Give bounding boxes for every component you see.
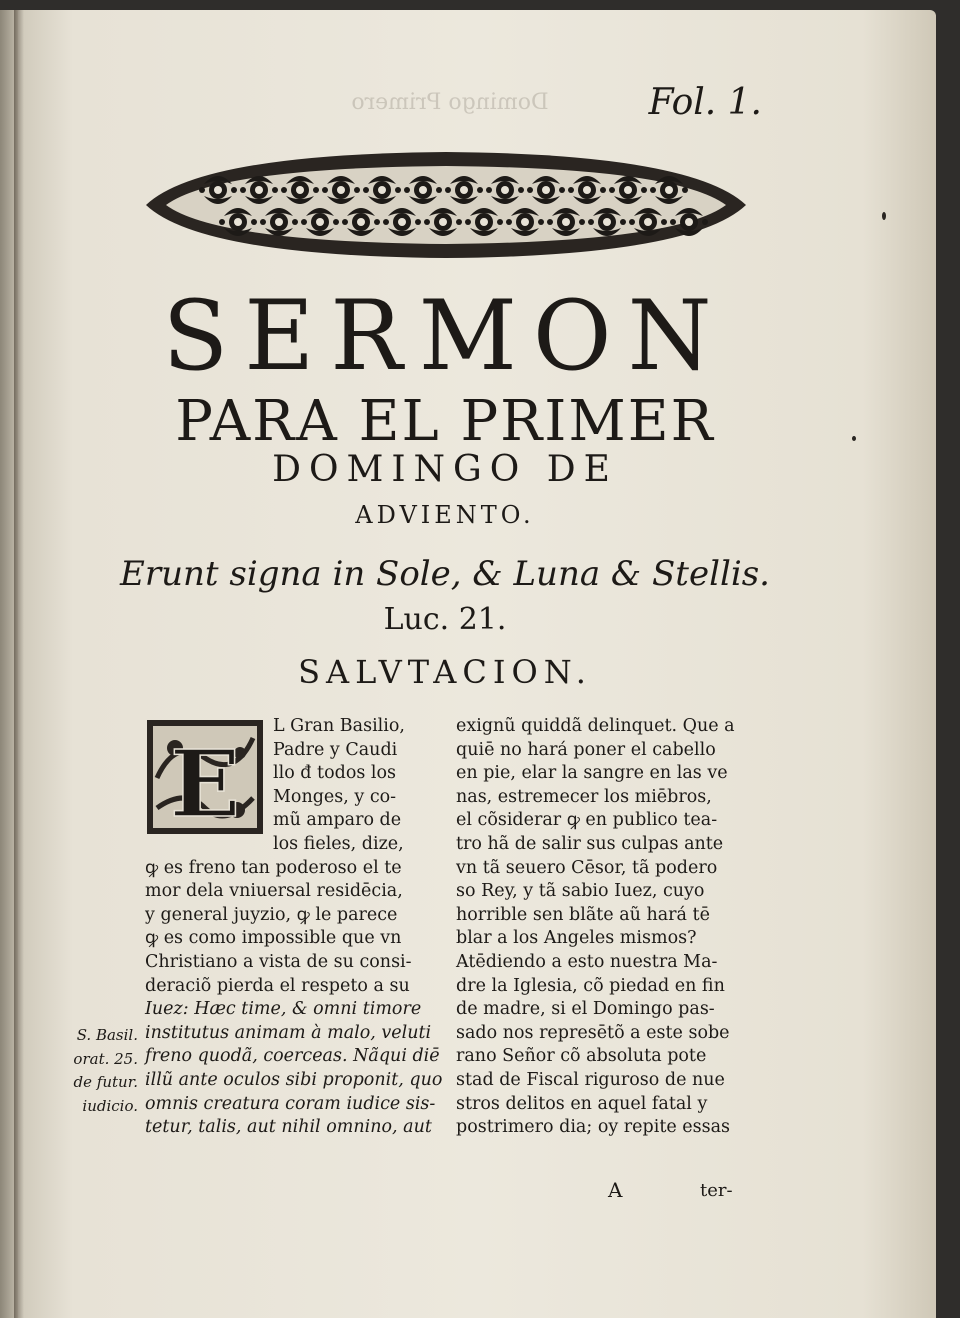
folio-number: Fol. 1. — [648, 82, 762, 123]
right-text-column — [456, 715, 756, 1140]
right-column-line: sado nos represētõ a este sobe — [456, 1022, 730, 1043]
right-column-line: Atēdiendo a esto nuestra Ma- — [456, 951, 718, 972]
signature-mark: A — [608, 1178, 623, 1202]
left-column-line: y general juyzio, ꝙ le parece — [145, 904, 398, 925]
show-through-text: Domingo Primero — [351, 90, 549, 115]
left-column-line: mor dela vniuersal residēcia, — [145, 881, 403, 902]
marginal-note-line: S. Basil. — [76, 1026, 138, 1044]
right-column-line: el cõsiderar ꝙ en publico tea- — [456, 810, 718, 831]
left-column-line: Padre y Caudi — [273, 739, 398, 760]
right-column-line: rano Señor cõ absoluta pote — [456, 1046, 707, 1067]
right-column-line: en pie, elar la sangre en las ve — [456, 763, 728, 784]
subtitle-line-1: PARA EL PRIMER — [175, 389, 715, 454]
marginal-note-line: de futur. — [73, 1073, 138, 1092]
paper-spot — [882, 212, 886, 220]
ornamental-headpiece — [140, 146, 752, 264]
subtitle-line-3: ADVIENTO. — [355, 501, 535, 529]
left-column-line: illũ ante oculos sibi proponit, quo — [145, 1069, 443, 1090]
left-column-line: Iuez: Hæc time, & omni timore — [145, 999, 422, 1020]
left-column-line: institutus animam à malo, veluti — [145, 1022, 432, 1043]
left-column-line: los fieles, dize, — [273, 833, 404, 854]
left-column-line: L Gran Basilio, — [273, 716, 405, 736]
marginal-note-line: orat. 25. — [73, 1049, 138, 1068]
right-column-line: dre la Iglesia, cõ piedad en fin — [456, 975, 725, 996]
left-column-line: Christiano a vista de su consi- — [145, 951, 412, 972]
left-column-line: omnis creatura coram iudice sis- — [145, 1093, 436, 1114]
right-column-line: nas, estremecer los miēbros, — [456, 786, 712, 807]
left-column-line: Monges, y co- — [273, 786, 397, 807]
left-column-line: tetur, talis, aut nihil omnino, aut — [145, 1117, 432, 1138]
right-column-line: stad de Fiscal riguroso de nue — [456, 1069, 725, 1090]
left-column-line: llo đ todos los — [273, 763, 397, 784]
catchword: ter- — [700, 1180, 733, 1201]
marginal-note-line: iudicio. — [82, 1096, 138, 1115]
right-column-line: horrible sen blãte aũ hará tē — [456, 904, 710, 925]
right-column-line: quiē no hará poner el cabello — [456, 739, 716, 760]
sermon-title: SERMON — [162, 280, 728, 392]
right-column-line: stros delitos en aquel fatal y — [456, 1093, 708, 1114]
subtitle-line-2: DOMINGO DE — [272, 449, 618, 490]
page-gutter-shadow — [14, 10, 24, 1318]
right-column-line: vn tã seuero Cēsor, tã podero — [456, 857, 718, 878]
section-heading: SALVTACION. — [298, 653, 592, 691]
right-column-line: exignũ quiddã delinquet. Que a — [456, 716, 735, 736]
epigraph-reference: Luc. 21. — [383, 602, 507, 637]
epigraph: Erunt signa in Sole, & Luna & Stellis. — [120, 554, 770, 594]
left-text-column — [145, 715, 443, 1140]
right-column-line: tro hã de salir sus culpas ante — [456, 833, 724, 854]
paper-spot — [852, 436, 856, 441]
right-column-line: blar a los Angeles mismos? — [456, 928, 697, 949]
marginal-note — [58, 1024, 138, 1118]
drop-cap-letter: E — [169, 730, 241, 836]
left-column-line: ꝙ es freno tan poderoso el te — [145, 857, 402, 878]
left-column-line: freno quodã, coerceas. Nãqui diē — [145, 1046, 440, 1067]
right-column-line: postrimero dia; oy repite essas — [456, 1117, 731, 1138]
right-column-line: de madre, si el Domingo pas- — [456, 999, 715, 1020]
left-column-line: ꝙ es como impossible que vn — [145, 928, 402, 949]
left-column-line: deraciõ pierda el respeto a su — [145, 975, 410, 996]
left-column-line: mũ amparo de — [273, 810, 402, 831]
right-column-line: so Rey, y tã sabio Iuez, cuyo — [456, 881, 705, 902]
